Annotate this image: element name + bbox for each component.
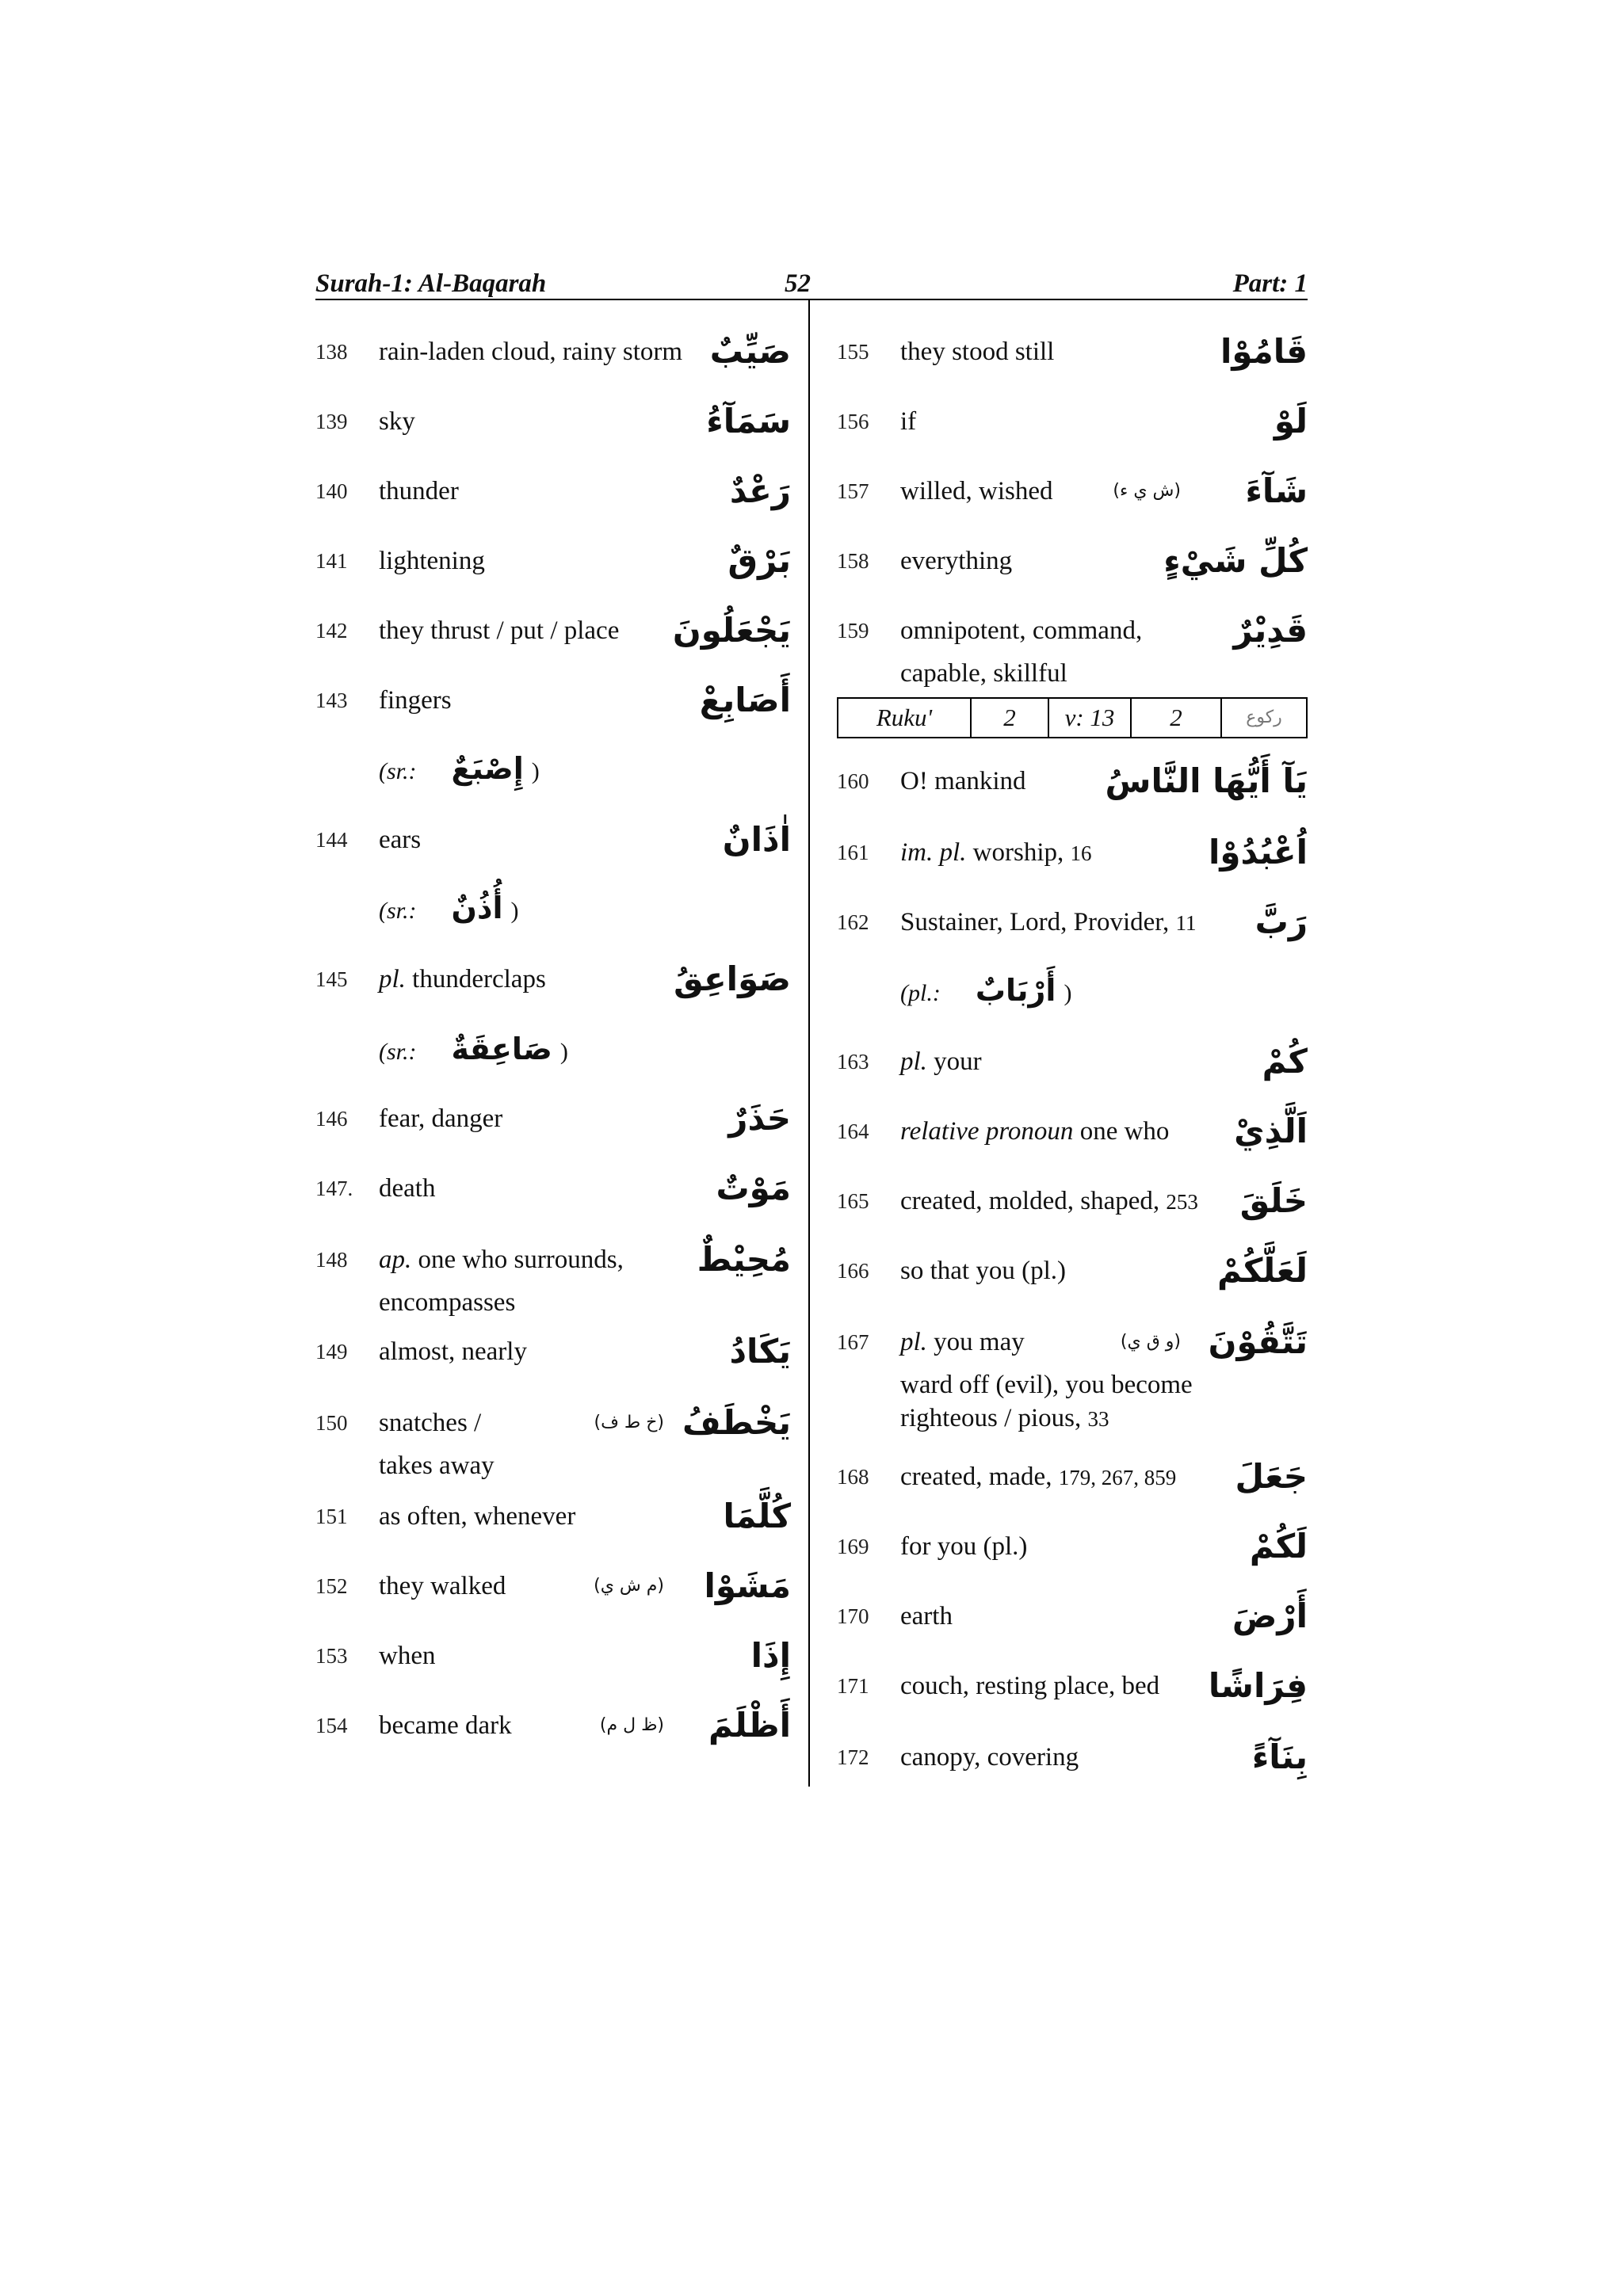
entry-meaning [379, 955, 546, 1003]
entry-meaning [900, 829, 1092, 877]
vocab-entry [315, 1328, 791, 1375]
entry-number: 148 [315, 1248, 348, 1272]
root-letters: (ش ي ء) [1113, 481, 1181, 501]
vocab-entry [315, 1095, 791, 1142]
entry-meaning [379, 1632, 435, 1680]
arabic-word: قَامُوْا [1220, 332, 1308, 371]
entry-number: 152 [315, 1574, 348, 1598]
entry-number: 172 [837, 1745, 869, 1769]
entry-meaning [379, 398, 415, 445]
arabic-word: لَوْ [1274, 402, 1308, 441]
cross-reference: 179, 267, 859 [1058, 1466, 1177, 1489]
meaning-text: they thrust / put / place [379, 616, 620, 645]
sub-entry-text [379, 1025, 568, 1073]
meaning-text: ears [379, 826, 422, 854]
vocab-entry [315, 955, 791, 1003]
entry-number: 171 [837, 1674, 869, 1698]
meaning-continuation: takes away [379, 1451, 495, 1480]
arabic-word: أَرْضَ [1232, 1596, 1308, 1635]
sub-abbrev: (sr.: [379, 1039, 417, 1065]
entry-meaning [379, 677, 452, 724]
vocab-entry [315, 398, 791, 445]
entry-number: 139 [315, 410, 348, 433]
entry-number: 150 [315, 1411, 348, 1435]
meaning-text: for you (pl.) [900, 1532, 1028, 1561]
meaning-text: fingers [379, 686, 452, 715]
grammar-prefix: relative pronoun [900, 1117, 1074, 1146]
sub-arabic-word: أَرْبَابٌ [975, 973, 1056, 1008]
entry-meaning [379, 1399, 481, 1447]
vocab-entry [315, 1702, 791, 1749]
arabic-word: بَرْقٌ [727, 541, 791, 580]
arabic-word: بِنَآءً [1251, 1737, 1308, 1776]
grammar-prefix: pl. [379, 965, 406, 994]
meaning-text: earth [900, 1602, 953, 1630]
entry-meaning [900, 398, 916, 445]
cross-reference: 11 [1175, 911, 1197, 935]
entry-meaning [900, 757, 1026, 805]
sub-entry-text [900, 967, 1071, 1014]
meaning-text: canopy, covering [900, 1743, 1079, 1772]
vocab-entry [837, 328, 1308, 376]
sub-entry [315, 745, 791, 792]
sub-close: ) [510, 898, 519, 924]
meaning-text: as often, whenever [379, 1502, 576, 1531]
entry-meaning [379, 1702, 512, 1749]
vocab-entry [315, 1493, 791, 1540]
entry-number: 162 [837, 910, 869, 934]
sub-abbrev: (sr.: [379, 758, 417, 784]
meaning-text: everything [900, 547, 1013, 575]
grammar-prefix: pl. [900, 1047, 927, 1076]
entry-meaning [900, 1318, 1025, 1366]
entry-meaning [900, 1453, 1176, 1501]
vocab-entry [315, 1632, 791, 1680]
entry-meaning [900, 1662, 1159, 1710]
meaning-text: your [934, 1047, 982, 1076]
vocab-entry [837, 757, 1308, 805]
entry-meaning [900, 1523, 1027, 1570]
vocab-entry [315, 677, 791, 724]
ruku-arabic: رکوع [1246, 707, 1282, 727]
meaning-text: one who [1079, 1117, 1170, 1146]
cross-reference: 33 [1087, 1407, 1109, 1431]
entry-number: 165 [837, 1189, 869, 1213]
meaning-text: so that you (pl.) [900, 1257, 1066, 1285]
entry-number: 163 [837, 1050, 869, 1074]
meaning-continuation-2 [900, 1401, 1109, 1436]
meaning-text: thunderclaps [412, 965, 546, 994]
ruku-number: 2 [972, 699, 1049, 737]
entry-meaning [379, 328, 682, 376]
entry-meaning [379, 467, 459, 515]
sub-abbrev: (sr.: [379, 898, 417, 924]
arabic-word: صَوَاعِقُ [674, 959, 791, 998]
cross-reference: 16 [1070, 841, 1092, 865]
entry-number: 146 [315, 1107, 348, 1131]
entry-number: 144 [315, 828, 348, 852]
sub-close: ) [531, 758, 540, 784]
arabic-word: شَآءَ [1245, 471, 1308, 510]
vocab-entry [837, 398, 1308, 445]
meaning-text: lightening [379, 547, 485, 575]
meaning-text: you may [934, 1328, 1025, 1356]
entry-number: 164 [837, 1119, 869, 1143]
meaning-text: O! mankind [900, 767, 1026, 795]
continuation-text: righteous / pious, [900, 1404, 1082, 1432]
entry-number: 154 [315, 1714, 348, 1737]
vocab-entry [837, 829, 1308, 876]
entry-meaning [379, 1562, 506, 1610]
entry-meaning [900, 467, 1052, 515]
arabic-word: أَصَابِعْ [699, 681, 791, 719]
vocab-entry [837, 1592, 1308, 1640]
meaning-continuation: encompasses [379, 1288, 516, 1317]
arabic-word: فِرَاشًا [1208, 1666, 1308, 1705]
vocab-entry [315, 1165, 791, 1212]
ruku-verses: v: 13 [1049, 699, 1132, 737]
arabic-word: مَوْتٌ [716, 1169, 791, 1207]
grammar-prefix: ap. [379, 1245, 412, 1274]
entry-meaning [900, 328, 1054, 376]
vocab-entry [837, 898, 1308, 946]
arabic-word: خَلَقَ [1239, 1181, 1308, 1220]
entry-meaning [379, 1493, 575, 1540]
meaning-text: they stood still [900, 338, 1055, 366]
surah-title: Surah-1: Al-Baqarah [315, 269, 547, 298]
meaning-continuation: ward off (evil), you become [900, 1371, 1193, 1399]
entry-meaning [900, 1733, 1079, 1781]
arabic-word: يَكَادُ [729, 1332, 791, 1371]
sub-arabic-word: أُذُنٌ [451, 891, 503, 925]
meaning-text: worship, [972, 838, 1064, 867]
sub-close: ) [559, 1039, 568, 1065]
header-rule [315, 299, 1308, 300]
arabic-word: اُعْبُدُوْا [1209, 833, 1308, 871]
meaning-text: created, made, [900, 1463, 1052, 1491]
meaning-text: one who surrounds, [418, 1245, 624, 1274]
vocab-entry [837, 537, 1308, 585]
entry-meaning [900, 1038, 982, 1085]
arabic-word: رَعْدٌ [729, 471, 791, 510]
arabic-word: مُحِيْطٌ [697, 1240, 791, 1279]
entry-meaning [379, 537, 485, 585]
vocab-entry [837, 467, 1308, 515]
cross-reference: 253 [1166, 1190, 1198, 1214]
vocab-entry [315, 1236, 791, 1317]
sub-close: ) [1064, 980, 1072, 1006]
arabic-word: رَبَّ [1254, 902, 1308, 941]
entry-meaning [379, 816, 421, 864]
entry-number: 169 [837, 1535, 869, 1558]
entry-number: 161 [837, 841, 869, 864]
entry-number: 166 [837, 1259, 869, 1283]
meaning-text: omnipotent, command, [900, 616, 1143, 645]
vocab-entry [315, 1399, 791, 1480]
entry-meaning [900, 898, 1196, 947]
sub-entry-text [379, 745, 540, 792]
root-letters: (و ق ي) [1120, 1332, 1181, 1352]
arabic-word: لَعَلَّكُمْ [1217, 1251, 1308, 1290]
entry-number: 147. [315, 1177, 353, 1200]
entry-number: 160 [837, 769, 869, 793]
meaning-text: willed, wished [900, 477, 1053, 505]
vocab-entry [837, 1523, 1308, 1570]
entry-number: 153 [315, 1644, 348, 1668]
vocab-entry [837, 1177, 1308, 1225]
entry-number: 143 [315, 688, 348, 712]
entry-number: 156 [837, 410, 869, 433]
entry-meaning [379, 1236, 624, 1283]
sub-entry [837, 967, 1308, 1014]
vocab-entry [837, 1733, 1308, 1781]
arabic-word: لَكُمْ [1249, 1527, 1308, 1566]
vocab-entry [837, 1318, 1308, 1432]
grammar-prefix: im. pl. [900, 838, 967, 867]
entry-number: 141 [315, 549, 348, 573]
arabic-word: صَيِّبٌ [709, 332, 791, 371]
entry-number: 138 [315, 340, 348, 364]
entry-meaning [379, 1165, 435, 1212]
arabic-word: تَتَّقُوْنَ [1208, 1322, 1308, 1361]
meaning-text: when [379, 1642, 436, 1670]
arabic-word: قَدِيْرٌ [1233, 611, 1308, 650]
grammar-prefix: pl. [900, 1328, 927, 1356]
entry-number: 140 [315, 479, 348, 503]
arabic-word: اٰذَانٌ [722, 820, 791, 859]
vocab-entry [837, 1453, 1308, 1501]
arabic-word: سَمَآءُ [706, 402, 791, 441]
column-divider [808, 300, 810, 1787]
entry-meaning [379, 1328, 527, 1375]
root-letters: (ظ ل م) [599, 1715, 664, 1735]
meaning-text: snatches / [379, 1409, 482, 1437]
entry-meaning [379, 607, 619, 654]
vocab-entry [837, 1038, 1308, 1085]
ruku-count: 2 [1132, 699, 1222, 737]
entry-number: 157 [837, 479, 869, 503]
root-letters: (م ش ي) [594, 1576, 664, 1596]
meaning-text: Sustainer, Lord, Provider, [900, 908, 1170, 936]
vocab-entry [837, 1247, 1308, 1295]
page-number: 52 [785, 269, 811, 298]
meaning-text: created, molded, shaped, [900, 1187, 1160, 1215]
arabic-word: كُلَّمَا [723, 1497, 791, 1535]
sub-entry [315, 1025, 791, 1073]
meaning-text: almost, nearly [379, 1337, 527, 1366]
ruku-box [837, 697, 1308, 738]
entry-number: 167 [837, 1330, 869, 1354]
meaning-text: fear, danger [379, 1104, 503, 1133]
meaning-text: sky [379, 407, 415, 436]
sub-arabic-word: صَاعِقَةٌ [451, 1032, 552, 1066]
entry-number: 170 [837, 1604, 869, 1628]
arabic-word: يَخْطَفُ [682, 1403, 791, 1442]
vocab-entry [315, 607, 791, 654]
arabic-word: جَعَلَ [1235, 1457, 1308, 1496]
sub-entry [315, 884, 791, 932]
sub-entry-text [379, 884, 518, 932]
arabic-word: يَجْعَلُونَ [672, 611, 791, 650]
meaning-text: thunder [379, 477, 459, 505]
root-letters: (خ ط ف) [594, 1413, 664, 1432]
meaning-text: couch, resting place, bed [900, 1672, 1160, 1700]
meaning-continuation: capable, skillful [900, 659, 1067, 688]
sub-abbrev: (pl.: [900, 980, 941, 1006]
arabic-word: كُمْ [1262, 1042, 1308, 1081]
arabic-word: كُلِّ شَيْءٍ [1163, 541, 1308, 580]
vocab-entry [315, 467, 791, 515]
entry-number: 151 [315, 1505, 348, 1528]
entry-meaning [900, 1247, 1066, 1295]
entry-number: 145 [315, 967, 348, 991]
entry-number: 168 [837, 1465, 869, 1489]
arabic-word: حَذَرٌ [728, 1099, 791, 1138]
arabic-word: اَلَّذِيْ [1234, 1112, 1308, 1150]
ruku-label: Ruku' [838, 699, 972, 737]
arabic-word: مَشَوْا [704, 1566, 791, 1605]
entry-number: 142 [315, 619, 348, 643]
meaning-text: they walked [379, 1572, 506, 1600]
meaning-text: rain-laden cloud, rainy storm [379, 338, 683, 366]
vocab-entry [315, 816, 791, 864]
entry-meaning [900, 1177, 1198, 1226]
entry-number: 149 [315, 1340, 348, 1363]
part-number: Part: 1 [1232, 269, 1308, 298]
vocab-entry [837, 607, 1308, 688]
entry-meaning [900, 1108, 1169, 1155]
arabic-word: يَآ أَيُّهَا النَّاسُ [1105, 761, 1308, 800]
arabic-word: أَظْلَمَ [708, 1706, 791, 1745]
meaning-text: if [900, 407, 917, 436]
meaning-text: death [379, 1174, 436, 1203]
vocab-entry [837, 1108, 1308, 1155]
vocab-entry [315, 1562, 791, 1610]
entry-meaning [379, 1095, 502, 1142]
entry-number: 159 [837, 619, 869, 643]
entry-number: 158 [837, 549, 869, 573]
arabic-word: إِذَا [750, 1636, 791, 1675]
entry-meaning [900, 1592, 953, 1640]
entry-number: 155 [837, 340, 869, 364]
vocab-entry [837, 1662, 1308, 1710]
entry-meaning [900, 607, 1142, 654]
entry-meaning [900, 537, 1012, 585]
meaning-text: became dark [379, 1711, 512, 1740]
sub-arabic-word: إِصْبَعٌ [451, 751, 524, 786]
vocab-entry [315, 537, 791, 585]
vocab-entry [315, 328, 791, 376]
